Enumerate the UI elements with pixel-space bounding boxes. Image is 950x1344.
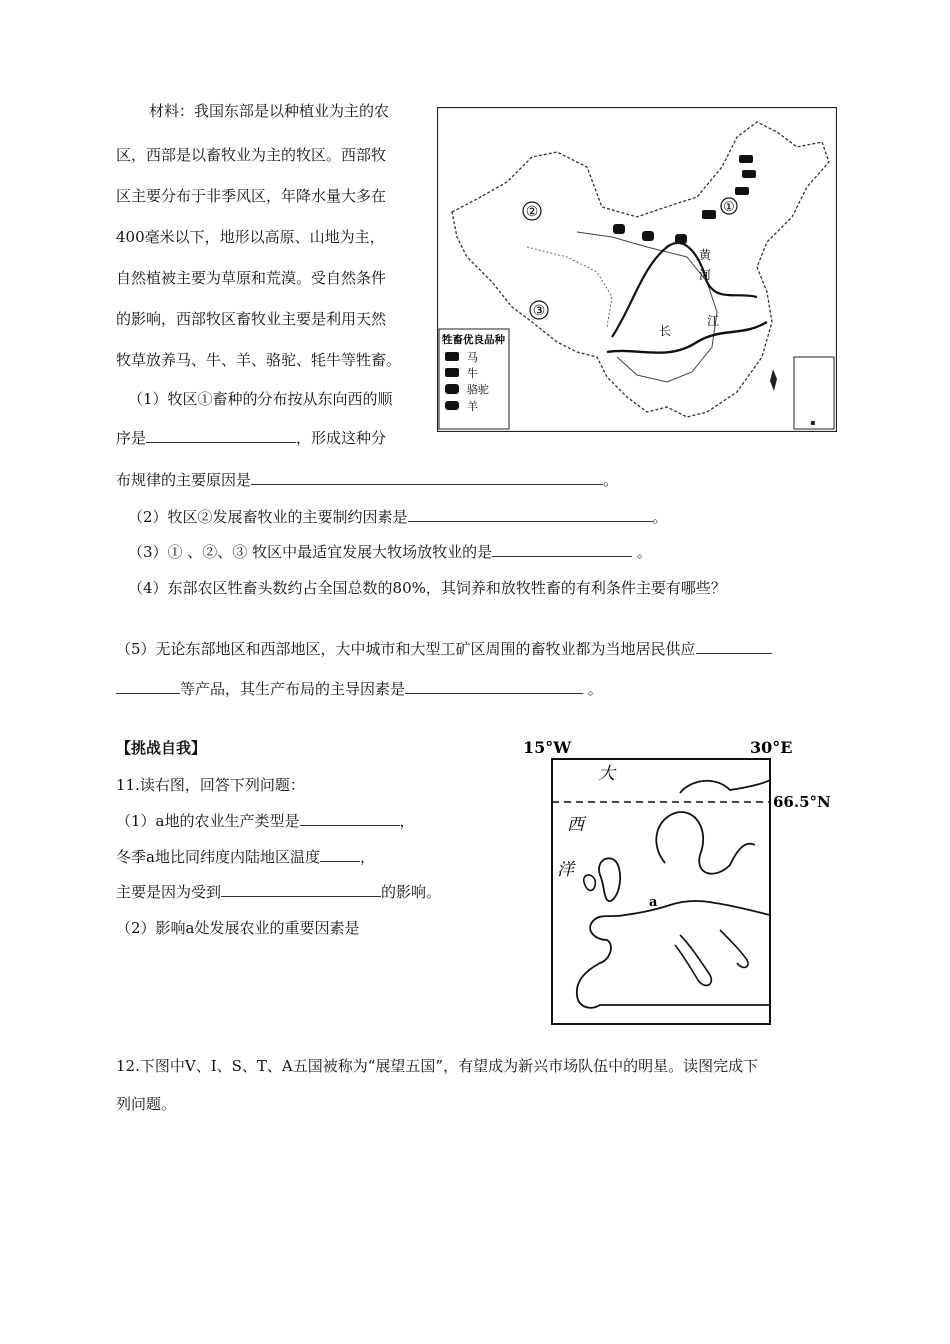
- q1-part1-line2: [116, 428, 386, 448]
- ocean-char-xi: 西: [567, 815, 584, 835]
- europe-map: [515, 735, 835, 1030]
- river-label-jiang: 江: [707, 314, 720, 328]
- legend-cattle: 牛: [467, 367, 478, 380]
- answer-blank-11a[interactable]: [300, 811, 400, 826]
- material-line-7: 牧草放养马、牛、羊、骆驼、牦牛等牲畜。: [116, 351, 402, 369]
- q11-1a: （1）a地的农业生产类型是: [116, 812, 300, 830]
- material-line-2: 区，西部是以畜牧业为主的牧区。西部牧: [116, 146, 387, 164]
- q12-line-2: 列问题。: [116, 1095, 177, 1113]
- q12-line-1: 12.下图中V、I、S、T、A五国被称为“展望五国”，有望成为新兴市场队伍中的明星。读图完成下: [116, 1057, 759, 1075]
- q1-part3-end: 。: [632, 543, 652, 561]
- china-livestock-map: [437, 107, 837, 432]
- answer-blank-1b[interactable]: [251, 470, 603, 485]
- q1-part5-b: 等产品，其生产布局的主导因素是: [180, 680, 406, 698]
- ocean-char-da: 大: [598, 764, 615, 784]
- legend-camel: 骆驼: [467, 383, 489, 396]
- material-line-4: 400毫米以下，地形以高原、山地为主，: [116, 228, 385, 246]
- q1-part3: （3）① 、②、③ 牧区中最适宜发展大牧场放牧业的是: [128, 543, 493, 561]
- region-label-3: ③: [532, 303, 546, 319]
- legend-title: 牲畜优良品种: [442, 334, 505, 346]
- challenge-heading: 【挑战自我】: [116, 739, 207, 757]
- q11-1c-line: [116, 882, 441, 902]
- material-line-1: 材料：我国东部是以种植业为主的农: [149, 102, 390, 120]
- material-line-6: 的影响，西部牧区畜牧业主要是利用天然: [116, 310, 387, 328]
- material-line-3: 区主要分布于非季风区，年降水量大多在: [116, 187, 387, 205]
- q11-1a-end: ，: [399, 812, 415, 830]
- q1-part3-line: [128, 542, 652, 562]
- legend-sheep: 羊: [467, 400, 478, 413]
- river-label-chang: 长: [659, 324, 672, 338]
- region-label-2: ②: [525, 204, 539, 220]
- point-a-label: a: [649, 895, 658, 910]
- q1-part1-a: （1）牧区①畜种的分布按从东向西的顺: [128, 390, 393, 408]
- answer-blank-5b[interactable]: [116, 679, 180, 694]
- region-label-1: ①: [723, 200, 735, 215]
- lon-left-label: 15°W: [523, 738, 572, 757]
- q1-part1-d: 布规律的主要原因是: [116, 471, 252, 489]
- q1-part2: （2）牧区②发展畜牧业的主要制约因素是: [128, 508, 408, 526]
- answer-blank-5a[interactable]: [696, 639, 772, 654]
- q11-1b-line: [116, 847, 375, 867]
- q1-part4: （4）东部农区牲畜头数约占全国总数的80%，其饲养和放牧牲畜的有利条件主要有哪些？: [128, 579, 726, 597]
- lon-right-label: 30°E: [750, 738, 793, 757]
- answer-blank-5c[interactable]: [405, 679, 583, 694]
- q1-part2-end: 。: [652, 508, 668, 526]
- answer-blank-11c[interactable]: [221, 882, 381, 897]
- lat-label: 66.5°N: [773, 793, 831, 811]
- material-line-5: 自然植被主要为草原和荒漠。受自然条件: [116, 269, 387, 287]
- q1-part5-line2: [116, 679, 603, 699]
- answer-blank-2[interactable]: [408, 507, 653, 522]
- ocean-char-yang: 洋: [557, 860, 574, 880]
- answer-blank-11b[interactable]: [320, 847, 360, 862]
- river-label-he: 河: [699, 268, 712, 282]
- svg-text:▪: ▪: [810, 418, 816, 427]
- q1-part5-a: （5）无论东部地区和西部地区，大中城市和大型工矿区周围的畜牧业都为当地居民供应: [116, 640, 696, 658]
- river-label-huang: 黄: [699, 248, 712, 262]
- answer-blank-1a[interactable]: [146, 428, 296, 443]
- q1-part5-line1: [116, 639, 772, 659]
- q11-2: （2）影响a处发展农业的重要因素是: [116, 919, 360, 937]
- q1-part5-end: 。: [583, 680, 603, 698]
- q1-part1-c: ，形成这种分: [296, 429, 387, 447]
- q1-part1-line3: [116, 470, 618, 490]
- q1-part1-end: 。: [603, 471, 619, 489]
- q11-1c-end: 的影响。: [381, 883, 442, 901]
- q11-1b-end: ，: [359, 848, 375, 866]
- q11-1b: 冬季a地比同纬度内陆地区温度: [116, 848, 320, 866]
- legend-horse: 马: [467, 351, 478, 364]
- q1-part1-b: 序是: [116, 429, 147, 447]
- q11-1a-line: [116, 811, 415, 831]
- q1-part2-line: [128, 507, 668, 527]
- answer-blank-3[interactable]: [492, 542, 632, 557]
- q11-1c: 主要是因为受到: [116, 883, 222, 901]
- q11-title: 11.读右图，回答下列问题：: [116, 776, 305, 794]
